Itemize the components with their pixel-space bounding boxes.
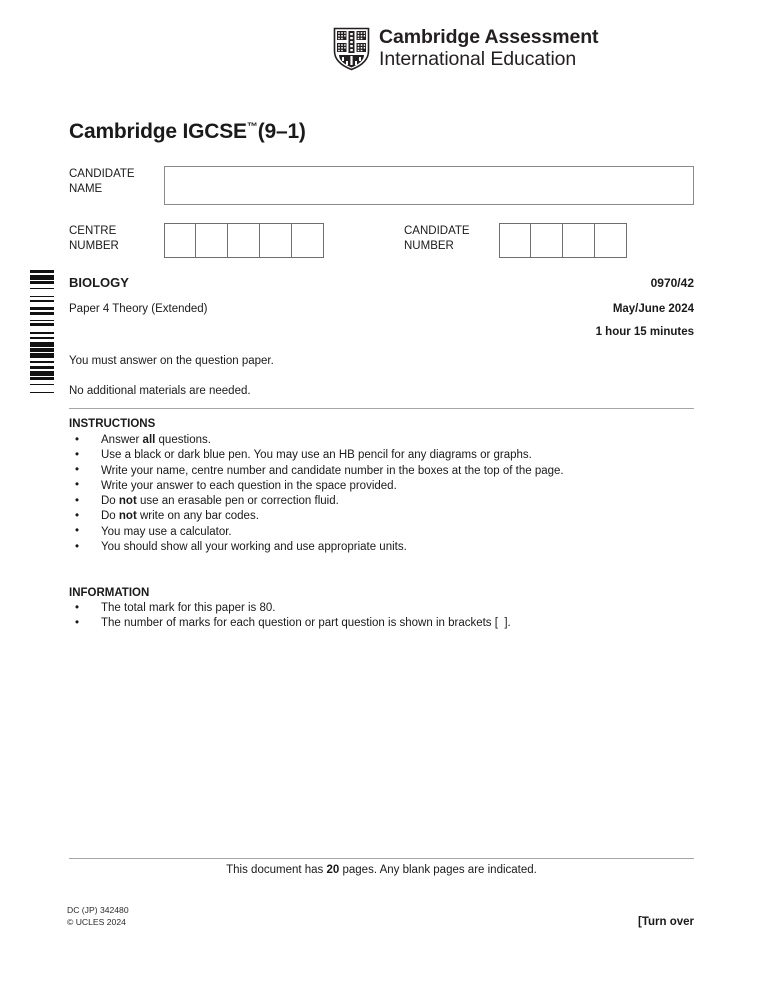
barcode-bar xyxy=(30,384,54,386)
centre-number-cell-5[interactable] xyxy=(292,223,324,258)
centre-number-label: CENTRE NUMBER xyxy=(69,225,119,253)
exam-duration: 1 hour 15 minutes xyxy=(595,326,694,338)
centre-number-cell-1[interactable] xyxy=(164,223,196,258)
barcode-bar xyxy=(30,366,54,369)
trademark-symbol: ™ xyxy=(246,121,258,133)
footer-codes xyxy=(67,905,129,928)
barcode-bar xyxy=(30,353,54,358)
barcode-bar xyxy=(30,312,54,315)
candidate-details-form xyxy=(69,166,694,258)
dc-code: DC (JP) 342480 xyxy=(67,905,129,915)
syllabus-code: 0970/42 xyxy=(650,276,694,290)
paper-row xyxy=(69,303,694,315)
instruction-item: • You should show all your working and use appropriate units. xyxy=(69,540,564,555)
barcode-bar xyxy=(30,348,54,351)
instruction-item: • Answer all questions. xyxy=(69,433,564,448)
duration-row xyxy=(69,326,694,338)
barcode-bar xyxy=(30,337,54,339)
candidate-name-row xyxy=(69,166,694,205)
barcode-bar xyxy=(30,342,54,347)
barcode-bar xyxy=(30,392,54,394)
turn-over-label: [Turn over xyxy=(637,916,694,928)
candidate-number-cell-2[interactable] xyxy=(531,223,563,258)
barcode-bar xyxy=(30,275,54,280)
information-list xyxy=(69,601,511,632)
barcode-bar xyxy=(30,307,54,310)
subject-name: BIOLOGY xyxy=(69,275,129,290)
barcode-bar xyxy=(30,270,54,273)
centre-number-cell-3[interactable] xyxy=(228,223,260,258)
instructions-list xyxy=(69,433,564,555)
barcode-bar xyxy=(30,300,54,302)
barcode-bar xyxy=(30,377,54,380)
barcode-bar xyxy=(30,323,54,326)
divider-above-footer xyxy=(69,858,694,859)
centre-candidate-number-row xyxy=(69,223,694,258)
information-heading: INFORMATION xyxy=(69,587,150,599)
information-item: • The total mark for this paper is 80. xyxy=(69,601,511,616)
instruction-item: • Use a black or dark blue pen. You may use an HB pencil for any diagrams or graphs. xyxy=(69,448,564,463)
document-pages-note: This document has 20 pages. Any blank pages are indicated. xyxy=(226,864,537,876)
barcode-bar xyxy=(30,281,54,284)
candidate-number-label: CANDIDATE NUMBER xyxy=(404,225,470,253)
barcode-bar xyxy=(30,288,54,290)
centre-number-cell-2[interactable] xyxy=(196,223,228,258)
paper-name: Paper 4 Theory (Extended) xyxy=(69,303,208,315)
page-title-main: Cambridge IGCSE xyxy=(69,120,247,143)
instruction-item: • Do not write on any bar codes. xyxy=(69,509,564,524)
centre-number-input-group[interactable] xyxy=(164,223,324,258)
copyright-notice: © UCLES 2024 xyxy=(67,916,126,927)
information-item: • The number of marks for each question or part question is shown in brackets [ ]. xyxy=(69,616,511,631)
instruction-item: • Do not use an erasable pen or correction fluid. xyxy=(69,494,564,509)
subject-row xyxy=(69,275,694,290)
instruction-item: • Write your answer to each question in the space provided. xyxy=(69,479,564,494)
vertical-barcode xyxy=(30,270,54,396)
page-title-suffix: (9–1) xyxy=(257,120,306,143)
candidate-number-cell-4[interactable] xyxy=(595,223,627,258)
barcode-bar xyxy=(30,361,54,363)
cambridge-assessment-logo xyxy=(333,27,598,71)
candidate-number-cell-1[interactable] xyxy=(499,223,531,258)
centre-number-cell-4[interactable] xyxy=(260,223,292,258)
barcode-bar xyxy=(30,332,54,334)
logo-line-secondary: International Education xyxy=(379,48,577,70)
page-title xyxy=(69,120,306,144)
candidate-name-label: CANDIDATE NAME xyxy=(69,168,135,196)
barcode-bar xyxy=(30,371,54,376)
barcode-bar xyxy=(30,320,54,322)
cambridge-shield-icon xyxy=(333,27,370,71)
instructions-heading: INSTRUCTIONS xyxy=(69,418,156,430)
candidate-number-cell-3[interactable] xyxy=(563,223,595,258)
candidate-number-input-group[interactable] xyxy=(499,223,627,258)
divider-above-instructions xyxy=(69,408,694,409)
exam-session: May/June 2024 xyxy=(612,303,694,315)
logo-line-primary: Cambridge Assessment xyxy=(379,26,599,49)
barcode-bar xyxy=(30,296,54,298)
candidate-name-input[interactable] xyxy=(164,166,694,205)
answer-on-paper-statement: You must answer on the question paper. xyxy=(69,355,274,367)
instruction-item: • Write your name, centre number and candidate number in the boxes at the top of the page. xyxy=(69,464,564,479)
no-additional-materials-statement: No additional materials are needed. xyxy=(69,385,251,397)
subject-header xyxy=(69,275,694,338)
instruction-item: • You may use a calculator. xyxy=(69,525,564,540)
